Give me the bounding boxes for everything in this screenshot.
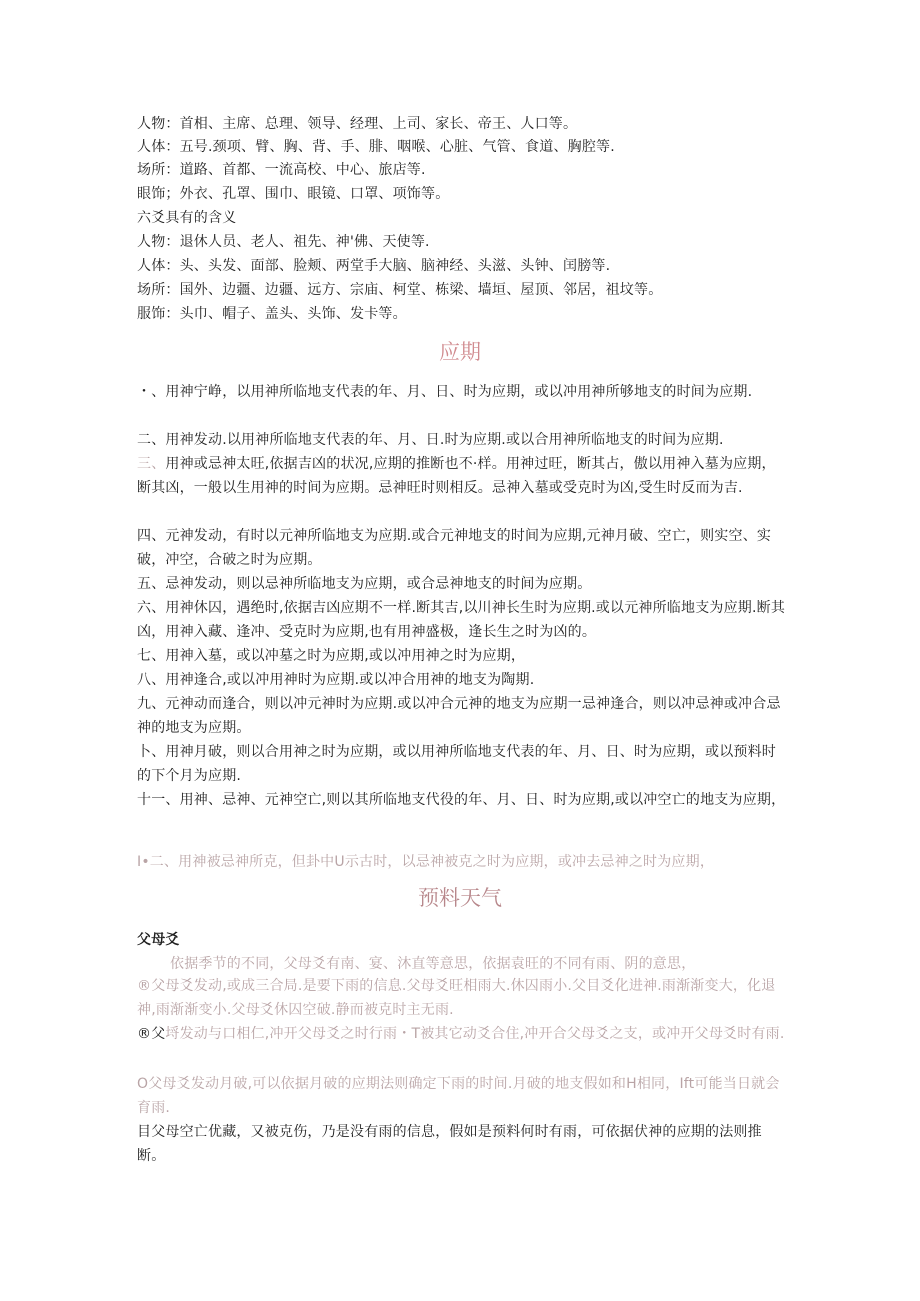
- text-line-liuyao-meaning: 六爻具有的含义: [137, 210, 237, 226]
- paragraph-yingqi-10: 卜、用神月破，则以合用神之时为应期，或以用神所临地支代表的年、月、日、时为应期，或以预料时的下个月为应期.: [137, 744, 776, 784]
- paragraph-yingqi-8: 八、用神逢合,或以冲用神时为应期.或以冲合用神的地支为陶期.: [137, 672, 535, 688]
- paragraph-weather-4: O父母爻发动月破,可以依据月破的应期法则确定下雨的时间.月破的地支假如和H相同，Ift可能当日就会育雨.: [137, 1076, 780, 1116]
- paragraph-yingqi-3-prefix: 三、: [137, 456, 166, 472]
- paragraph-weather-5: 目父母空亡优藏，又被克伤，乃是没有雨的信息，假如是预料何时有雨，可依据伏神的应期的法则推断。: [137, 1124, 762, 1164]
- paragraph-yingqi-2: 二、用神发动.以用神所临地支代表的年、月、日.时为应期.或以合用神所临地支的时间为应期.: [137, 432, 724, 448]
- paragraph-yingqi-12: I•二、用神被忌神所克，但卦中U示古时，以忌神被克之时为应期，或冲去忌神之时为应期，: [137, 854, 715, 870]
- paragraph-yingqi-3-body: 用神或忌神太旺,依据吉凶的状况,应期的推断也不·样。用神过旺，断其占，傲以用神入墓为应期，断其凶，一般以生用神的时间为应期。忌神旺时则相反。忌神入墓或受克时为凶,受生时反而为吉.: [137, 456, 776, 496]
- subheading-fumu-yao: 父母爻: [137, 932, 180, 948]
- text-line-clothing-6: 服饰：头巾、帽子、盖头、头饰、发卡等。: [137, 306, 407, 322]
- paragraph-weather-3-body: 埒发动与口相仁,冲开父母爻之时行雨・T被其它动爻合住,冲开合父母爻之支，或冲开父母爻时有雨.: [165, 1026, 785, 1042]
- paragraph-yingqi-4: 四、元神发动，有时以元神所临地支为应期.或合元神地支的时间为应期,元神月破、空亡，则实空、实破，冲空，合破之时为应期。: [137, 528, 772, 568]
- paragraph-yingqi-1: ・、用神宁峥，以用神所临地支代表的年、月、日、时为应期，或以冲用神所够地支的时间为应期.: [137, 384, 753, 400]
- paragraph-yingqi-6: 六、用神休囚，遇绝时,依据吉凶应期不一样.断其吉,以川神长生时为应期.或以元神所临地支为应期.断其凶，用神入藏、逢冲、受克时为应期,也有用神盛极，逢长生之时为凶的。: [137, 600, 786, 640]
- text-line-people: 人物：首相、主席、总理、领导、经理、上司、家长、帝王、人口等。: [137, 116, 578, 132]
- heading-weather: 预料天气: [418, 886, 502, 910]
- paragraph-yingqi-11: 十一、用神、忌神、元神空亡,则以其所临地支代役的年、月、日、时为应期,或以冲空亡的地支为应期，: [137, 792, 786, 808]
- heading-yingqi: 应期: [439, 340, 481, 364]
- text-line-places-6: 场所：国外、边疆、边疆、远方、宗庙、柯堂、栋梁、墙垣、屋顶、邻居，祖坟等。: [137, 282, 663, 298]
- text-line-places: 场所：道路、首都、一流高校、中心、旅店等.: [137, 162, 426, 178]
- paragraph-weather-2: ®父母爻发动,或成三合局.是要下雨的信息.父母爻旺相雨大.休囚雨小.父目爻化进神.雨渐渐变大，化退神,雨渐渐变小.父母爻休囚空破.静而被克时主无雨.: [137, 978, 776, 1018]
- text-line-people-6: 人物：退休人员、老人、祖先、神'佛、天使等.: [137, 234, 430, 250]
- paragraph-weather-1: 依据季节的不同，父母爻有南、宴、沐直等意思，依据袁旺的不同有雨、阴的意思，: [170, 956, 696, 972]
- text-line-body: 人体：五号.颈项、臂、胸、背、手、腓、咽喉、心脏、气管、食道、胸腔等.: [137, 139, 615, 155]
- paragraph-yingqi-7: 七、用神入墓，或以冲墓之时为应期,或以冲用神之时为应期，: [137, 648, 526, 664]
- paragraph-weather-3: [137, 1022, 787, 1046]
- text-line-body-6: 人体：头、头发、面部、脸颊、两堂手大脑、脑神经、头滋、头钟、闰膀等.: [137, 258, 611, 274]
- paragraph-weather-3-lead: ®父: [137, 1026, 166, 1042]
- paragraph-yingqi-9: 九、元神动而逢合，则以冲元神时为应期.或以冲合元神的地支为应期一忌神逢合，则以冲忌神或冲合忌神的地支为应期。: [137, 696, 781, 736]
- paragraph-yingqi-5: 五、忌神发动，则以忌神所临地支为应期，或合忌神地支的时间为应期。: [137, 576, 592, 592]
- paragraph-yingqi-3: [137, 452, 787, 500]
- text-line-clothing: 眼饰；外衣、孔罩、围巾、眼镜、口罩、项饰等。: [137, 186, 450, 202]
